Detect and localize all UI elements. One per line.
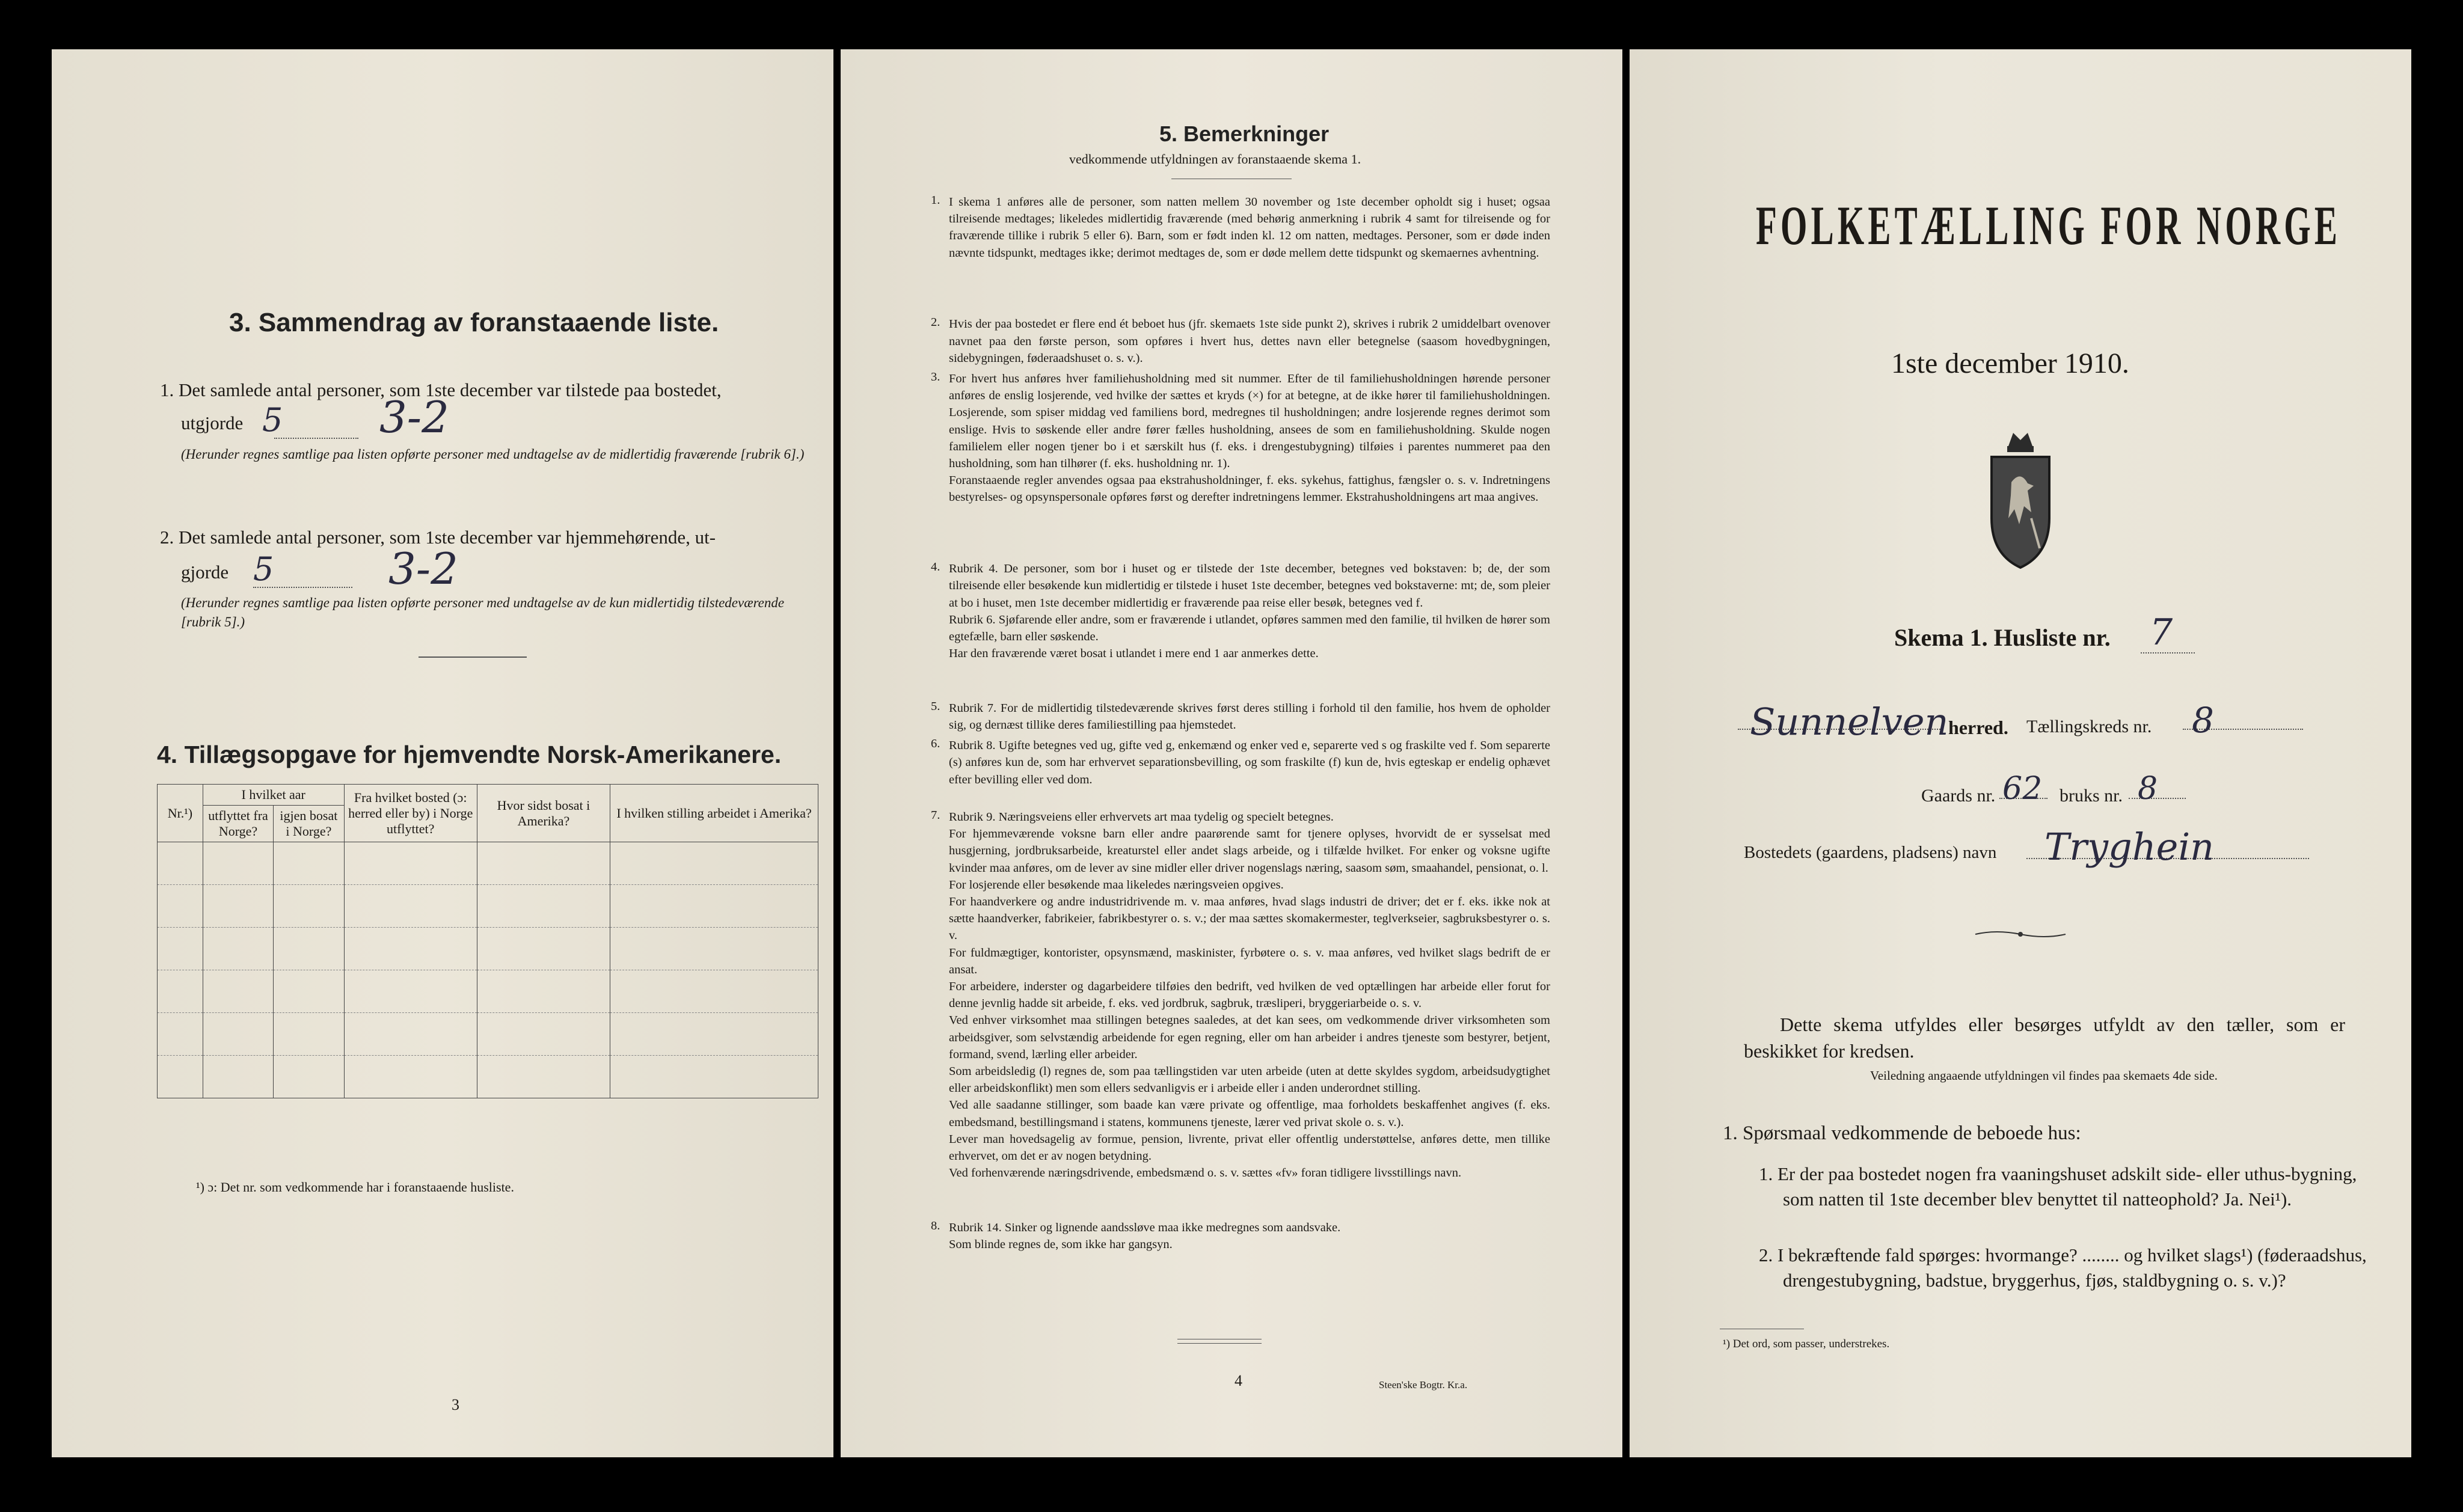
norsk-amerikanere-table: [157, 784, 818, 1098]
col-group: I hvilket aar: [203, 785, 344, 806]
remark-number: 3.: [931, 370, 940, 384]
kreds-value: 8: [2192, 700, 2214, 741]
left-footnote: ¹) ɔ: Det nr. som vedkommende har i foranstaaende husliste.: [196, 1180, 514, 1195]
printer-mark: Steen'ske Bogtr. Kr.a.: [1379, 1379, 1468, 1391]
middle-page: [841, 49, 1622, 1457]
bruks-value: 8: [2138, 771, 2158, 807]
husliste-nr-line: [2141, 652, 2195, 653]
item1-note: (Herunder regnes samtlige paa listen opførte personer med undtagelse av de midlertidig fraværende [rubrik 6].): [181, 447, 805, 462]
section4-title: 4. Tillægsopgave for hjemvendte Norsk-Amerikanere.: [157, 741, 782, 768]
summary-item-2: 2. Det samlede antal personer, som 1ste december var hjemmehørende, ut-: [160, 527, 716, 548]
gaards-label: Gaards nr.: [1921, 786, 1996, 806]
question-1-2: 2. I bekræftende fald spørges: hvormange? ........ og hvilket slags¹) (føderaadshus, drengestubygning, badstue, bryggerhus, fjøs, staldbygning o. s. v.)?: [1759, 1244, 2367, 1291]
col-returned: igjen bosat i Norge?: [274, 806, 344, 842]
gaards-value: 62: [2002, 771, 2043, 807]
item1-value: 5: [262, 401, 283, 439]
left-page-number: 3: [452, 1396, 459, 1413]
table-row: [158, 885, 818, 928]
table-row: [158, 970, 818, 1013]
section5-title: 5. Bemerkninger: [1159, 121, 1330, 146]
item1-line: [274, 438, 358, 439]
bruks-label: bruks nr.: [2060, 786, 2123, 806]
kreds-label: Tællingskreds nr.: [2026, 717, 2152, 736]
col-emigrated: utflyttet fra Norge?: [203, 806, 273, 842]
guide-note: Veiledning angaaende utfyldningen vil findes paa skemaets 4de side.: [1870, 1068, 2218, 1083]
table-row: [158, 842, 818, 885]
table-row: [158, 928, 818, 970]
divider: [419, 657, 527, 658]
left-page: [52, 49, 833, 1457]
remark-number: 1.: [931, 194, 940, 207]
herred-value: Sunnelven: [1750, 700, 1949, 744]
item2-line: [253, 587, 352, 588]
remark-number: 6.: [931, 737, 940, 751]
item2-note: (Herunder regnes samtlige paa listen opførte personer med undtagelse av de kun midlertidig tilstedeværende [rubrik 5].): [181, 595, 785, 629]
remark-paragraph: Hvis der paa bostedet er flere end ét beboet hus (jfr. skemaets 1ste side punkt 2), skrives i rubrik 2 umiddelbart ovenover navnet paa den første person, som opføres i hvert hus, dettes navn eller betegnelse (saasom hovedbygningen, sidebygningen, føderaadshuset o. s. v.).: [949, 317, 1550, 365]
col-last-residence: Hvor sidst bosat i Amerika?: [477, 785, 610, 842]
remark-paragraph: Rubrik 8. Ugifte betegnes ved ug, gifte ved g, enkemænd og enker ved e, separerte ved s og fraskilte ved f. Som separerte (s) anføres kun de, som har erhvervet separationsbevilling, og som fraskilte (f) kun de, hvis egteskap er endelig ophævet efter bevilling eller ved dom.: [949, 739, 1550, 786]
remark-paragraph: I skema 1 anføres alle de personer, som natten mellem 30 november og 1ste december opholdt sig i huset; ogsaa tilreisende medtages; likeledes midlertidig fraværende (med behørig anmerkning i rubrik 4 samt for tilreisende og for fraværende tillike i rubrik 5 eller 6). Barn, som er født inden kl. 12 om natten, medtages. Personer, som er døde inden nævnte tidspunkt, medtages ikke; derimot medtages de, som er døde mellem dette tidspunkt og skemaernes avhentning.: [949, 195, 1550, 260]
remark-paragraph: Rubrik 14. Sinker og lignende aandssløve maa ikke medregnes som aandsvake. Som blinde regnes de, som ikke har gangsyn.: [949, 1220, 1341, 1251]
census-date: 1ste december 1910.: [1891, 347, 2129, 379]
table-row: [158, 1013, 818, 1056]
right-footnote: ¹) Det ord, som passer, understrekes.: [1723, 1338, 1890, 1350]
item2-prefix: gjorde: [181, 562, 229, 583]
section3-title: 3. Sammendrag av foranstaaende liste.: [229, 308, 719, 337]
item1-prefix: utgjorde: [181, 412, 244, 433]
middle-page-number: 4: [1235, 1372, 1242, 1389]
remark-number: 5.: [931, 699, 940, 713]
remark-paragraph: For hvert hus anføres hver familiehusholdning med sit nummer. Efter de til familiehusholdningen hørende personer anføres de enslig losjerende, ved hvilke der sættes et kryds (×) for at betegne, at de ikke hører til familiehusholdningen. Losjerende, som spiser middag ved familiens bord, medregnes til husholdningen; andre losjerende regnes derimot som enslige. Hvis to søskende eller andre fører fælles husholdning, ansees de som en familiehusholdning. Skulde nogen familielem eller nogen tjener bo i et særskilt hus (f. eks. i drengestubygning) tilføies i parentes nummeret paa den husholdning, som han tilhører (f. eks. husholdning nr. 1). Foranstaaende regler anvendes ogsaa paa ekstrahusholdninger, f. eks. sykehus, fattighus, fængsler o. s. v. Indretningens bestyrelses- og opsynspersonale opføres først og derefter indretningens lemmer. Ekstrahusholdningens art maa angives.: [949, 372, 1550, 504]
remark-paragraph: Rubrik 7. For de midlertidig tilstedeværende skrives først deres stilling i forhold til den familie, hos hvem de opholder sig, og dernæst tillike deres familiestilling paa hjemstedet.: [949, 701, 1550, 732]
remark-paragraph: Rubrik 4. De personer, som bor i huset og er tilstede der 1ste december, betegnes ved bokstaven: b; de, der som tilreisende eller besøkende kun midlertidig er tilstede i huset 1ste december, betegnes ved bokstaverne: mt; de, som pleier at bo i huset, men 1ste december midlertidig er fraværende paa reise eller besøk, betegnes ved f. Rubrik 6. Sjøfarende eller andre, som er fraværende i utlandet, opføres sammen med den familie, til hvilken de hører som egtefælle, barn eller søskende. Har den fraværende været bosat i utlandet i mere end 1 aar anmerkes dette.: [949, 562, 1550, 661]
instruction-text: Dette skema utfyldes eller besørges utfyldt av den tæller, som er beskikket for kredsen.: [1744, 1014, 2345, 1062]
summary-item-1: 1. Det samlede antal personer, som 1ste december var tilstede paa bostedet,: [160, 379, 722, 400]
col-nr: Nr.¹): [158, 785, 203, 842]
col-position: I hvilken stilling arbeidet i Amerika?: [610, 785, 818, 842]
col-from-place: Fra hvilket bosted (ɔ: herred eller by) i Norge utflyttet?: [344, 785, 477, 842]
remark-number: 8.: [931, 1219, 940, 1232]
item1-hand: 3-2: [379, 392, 449, 442]
section5-subtitle: vedkommende utfyldningen av foranstaaende skema 1.: [1069, 152, 1361, 167]
question-1-1: 1. Er der paa bostedet nogen fra vaaningshuset adskilt side- eller uthus-bygning, som natten til 1ste december blev benyttet til natteophold? Ja. Nei¹).: [1759, 1163, 2357, 1210]
remark-number: 4.: [931, 560, 940, 574]
census-title: FOLKETÆLLING FOR NORGE: [1756, 195, 2342, 256]
ornament-icon: [1972, 927, 2069, 941]
husliste-nr: 7: [2150, 611, 2173, 653]
divider-bottom: [1177, 1343, 1262, 1344]
remark-paragraph: Rubrik 9. Næringsveiens eller erhvervets art maa tydelig og specielt betegnes. For hjemmeværende voksne barn eller andre paarørende samt for tjenere oplyses, hvorvidt de er sysselsat med husgjerning, jordbruksarbeide, kreaturstel eller andet slags arbeide, og i tilfælde hvilket. For enker og voksne ugifte kvinder maa anføres, om de lever av sine midler eller driver nogenslags næring, saasom søm, smaahandel, pensionat, o. l. For losjerende eller besøkende maa likeledes næringsveien opgives. For haandverkere og andre industridrivende m. v. maa anføres, hvad slags industri de driver; det er f. eks. ikke nok at sætte haandverker, fabrikeier, fabrikbestyrer o. s. v.; der maa sættes skomakermester, teglverkseier, sagbruksbestyrer o. s. v. For fuldmægtiger, kontorister, opsynsmænd, maskinister, fyrbøtere o. s. v. maa anføres, ved hvilket slags bedrift de er ansat. For arbeidere, inderster og dagarbeidere tilføies den bedrift, ved hvilken de ved optællingen har arbeide eller forut for denne jevnlig hadde sit arbeide, f. eks. ved jordbruk, sagbruk, træsliperi, bryggeriarbeide o. s. v. Ved enhver virksomhet maa stillingen betegnes saaledes, at det kan sees, om vedkommende driver virksomheten som arbeidsgiver, som selvstændig arbeidende for egen regning, eller om han arbeider i andres tjeneste som bestyrer, betjent, formand, svend, lærling eller arbeider. Som arbeidsledig (l) regnes de, som paa tællingstiden var uten arbeide (uten at dette skyldes sygdom, arbeidsudygtighet eller arbeidskonflikt) men som ellers sedvanligvis er i arbeide eller i anden underordnet stilling. Ved alle saadanne stillinger, som baade kan være private og offentlige, maa forholdets beskaffenhet angives (f. eks. embedsmand, bestillingsmand i statens, kommunens tjeneste, lærer ved privat skole o. s. v.). Lever man hovedsagelig av formue, pension, livrente, privat eller offentlig understøttelse, anføres dette, men tillike erhvervet, om det er av nogen betydning. Ved forhenværende næringsdrivende, embedsmænd o. s. v. sættes «fv» foran tidligere livsstillings navn.: [949, 810, 1550, 1180]
item2-hand: 3-2: [388, 543, 458, 594]
norway-coat-of-arms-icon: [1984, 428, 2057, 572]
item2-value: 5: [253, 550, 274, 588]
herred-label: herred.: [1948, 717, 2008, 738]
table-row: [158, 1056, 818, 1098]
remark-number: 2.: [931, 316, 940, 329]
right-page: [1630, 49, 2411, 1457]
schema-label: Skema 1. Husliste nr.: [1894, 624, 2111, 651]
question-1-title: 1. Spørsmaal vedkommende de beboede hus:: [1723, 1122, 2081, 1144]
remark-number: 7.: [931, 809, 940, 822]
bosted-value: Tryghein: [2044, 825, 2215, 869]
bosted-label: Bostedets (gaardens, pladsens) navn: [1744, 843, 1997, 862]
